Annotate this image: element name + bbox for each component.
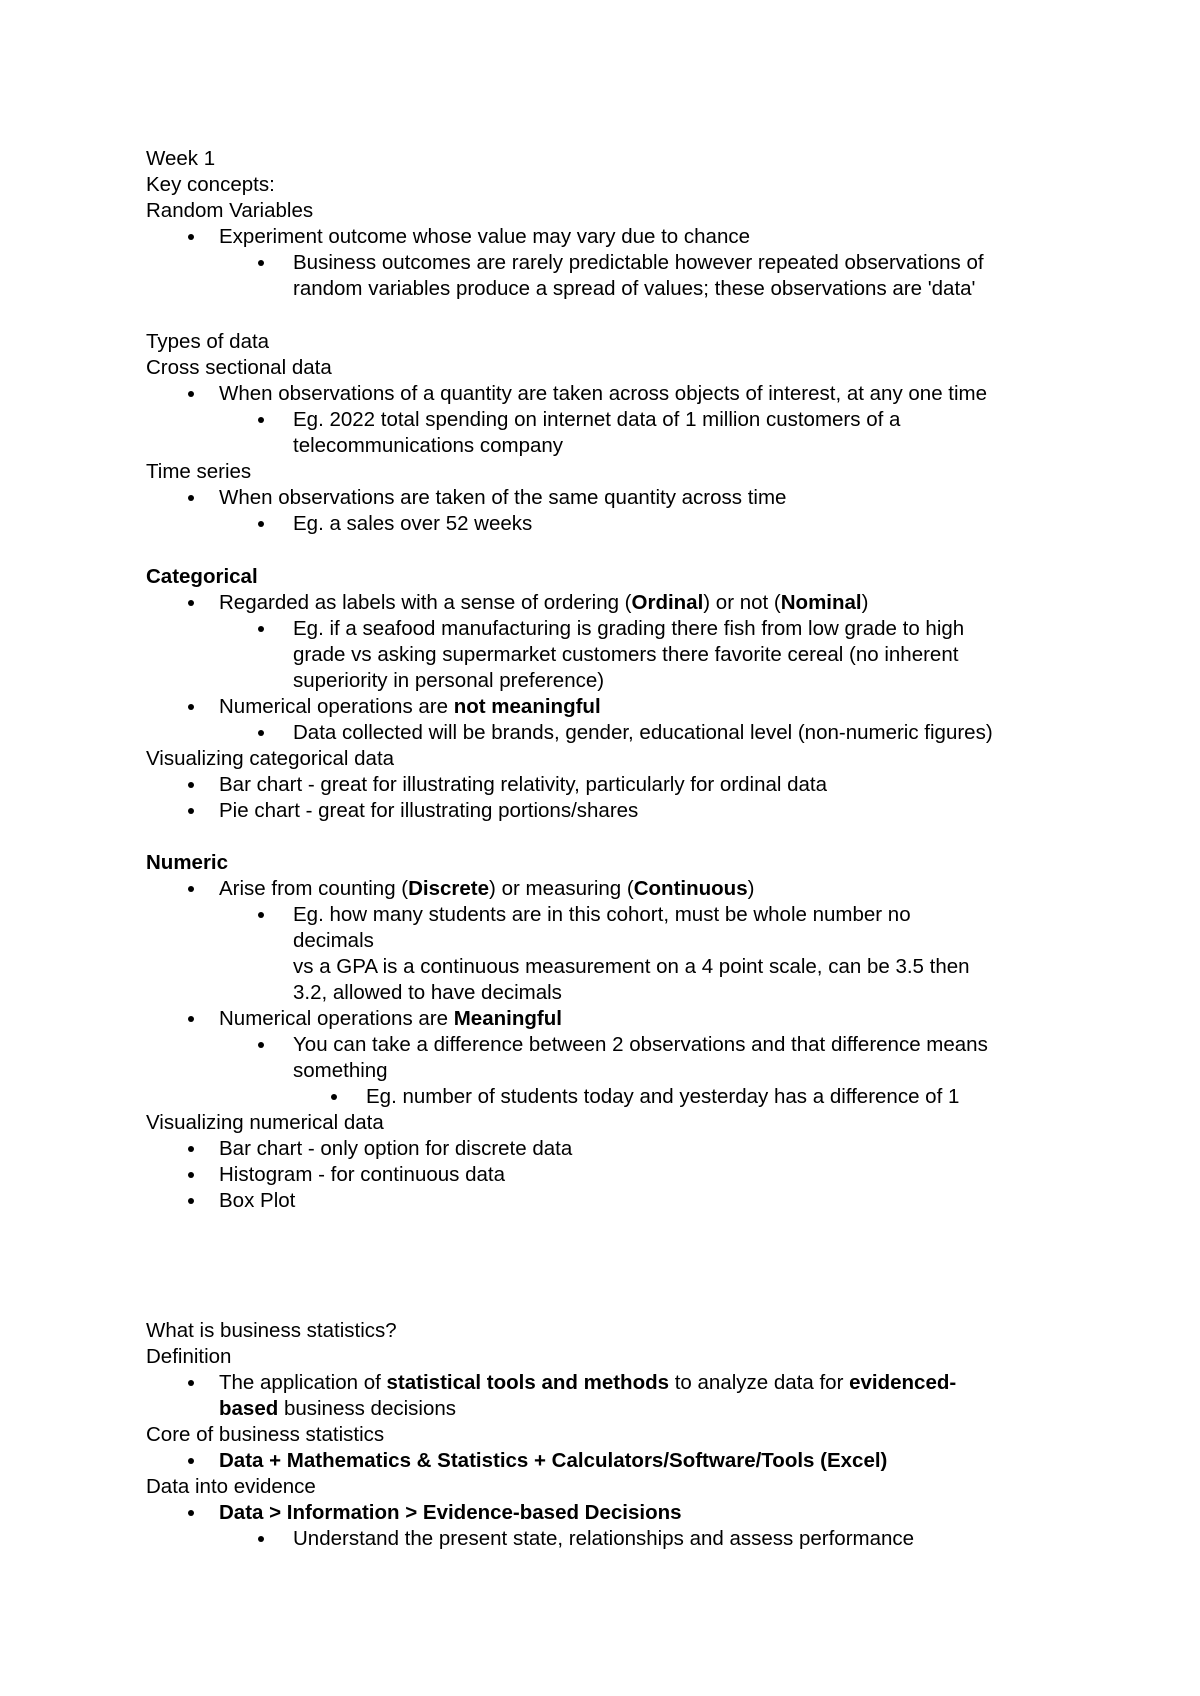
statistical-tools-term: statistical tools and methods [386, 1371, 670, 1394]
document-page: Week 1 Key concepts: Random Variables Experiment outcome whose value may vary due to chance Business outcomes are rarely predictable however repeated observations of random variables produce a spread of values; these observations are 'data' Types of data Cross sectional data When observations of a quantity are taken across objects of interest, at any one time Eg. 2022 total spending on internet data of 1 million customers of a telecommunications company Time series When observations are taken of the same quantity across time Eg. a sales over 52 weeks Categorical Regarded as labels with a sense of ordering (Ordinal) or not (Nominal) Eg. if a seafood manufacturing is grading there fish from low grade to high grade vs asking supermarket customers there favorite cereal (no inherent superiority in personal preference) Numerical operations are not meaningful Data collected will be brands, gender, educational level (non-numeric figures) Visualizing categorical data Bar chart - great for illustrating relativity, particularly for ordinal data Pie chart - great for illustrating portions/shares Numeric Arise from counting (Discrete) or measuring (Continuous) Eg. how many students are in this cohort, must be whole number no decimals vs a GPA is a continuous measurement on a 4 point scale, can be 3.5 then 3.2, allowed to have decimals Numerical operations are Meaningful You can take a difference between 2 observations and that difference means something Eg. number of students today and yesterday has a difference of 1 Visualizing numerical data Bar chart - only option for discrete data Histogram - for continuous data Box Plot What is business statistics? Definition The application of statistical tools and methods to analyze data for evidenced- based business decisions Core of business statistics Data + Mathematics & Statistics + Calculators/Software/Tools (Excel) Data into evidence Data > Information > Evidence-based Decisions Understand the present state, relationships and assess performance [146, 147, 993, 1550]
bullet-icon [188, 495, 194, 501]
list-item-continuation: decimals [293, 929, 374, 952]
based-term: based [219, 1397, 279, 1420]
week-title: Week 1 [146, 147, 216, 170]
time-series-heading: Time series [146, 460, 252, 483]
visualizing-categorical-heading: Visualizing categorical data [146, 747, 395, 770]
list-item-continuation: 3.2, allowed to have decimals [293, 981, 562, 1004]
evidence-heading: Data into evidence [146, 1475, 316, 1498]
nominal-term: Nominal [780, 591, 862, 614]
bullet-icon [258, 730, 264, 736]
list-item-continuation: something [293, 1059, 388, 1082]
list-item-continuation: telecommunications company [293, 434, 564, 457]
bullet-icon [188, 1458, 194, 1464]
list-item-continuation: grade vs asking supermarket customers there favorite cereal (no inherent [293, 643, 959, 666]
cross-sectional-heading: Cross sectional data [146, 356, 332, 379]
definition-heading: Definition [146, 1345, 232, 1368]
bullet-icon [188, 391, 194, 397]
business-statistics-heading: What is business statistics? [146, 1319, 397, 1342]
bullet-icon [331, 1094, 337, 1100]
list-item-continuation: vs a GPA is a continuous measurement on a 4 point scale, can be 3.5 then [293, 955, 970, 978]
bullet-icon [258, 521, 264, 527]
bullet-icon [188, 1380, 194, 1386]
bullet-icon [188, 782, 194, 788]
bullet-icon [188, 886, 194, 892]
bullet-icon [188, 600, 194, 606]
bullet-icon [188, 1198, 194, 1204]
meaningful-term: Meaningful [453, 1007, 562, 1030]
types-of-data-heading: Types of data [146, 330, 270, 353]
continuous-term: Continuous [633, 877, 748, 900]
list-item-continuation: based business decisions [219, 1397, 457, 1420]
ordinal-term: Ordinal [631, 591, 704, 614]
visualizing-numerical-heading: Visualizing numerical data [146, 1111, 384, 1134]
list-item-continuation: random variables produce a spread of values; these observations are 'data' [293, 277, 976, 300]
bullet-icon [258, 912, 264, 918]
bullet-icon [188, 1172, 194, 1178]
bullet-icon [258, 1536, 264, 1542]
bullet-icon [258, 1042, 264, 1048]
core-heading: Core of business statistics [146, 1423, 385, 1446]
random-variables-heading: Random Variables [146, 199, 314, 222]
numeric-heading: Numeric [146, 851, 229, 874]
bullet-icon [258, 417, 264, 423]
bullet-icon [258, 626, 264, 632]
bullet-icon [188, 1016, 194, 1022]
bullet-icon [258, 260, 264, 266]
discrete-term: Discrete [408, 877, 490, 900]
bullet-icon [188, 1510, 194, 1516]
key-concepts-label: Key concepts: [146, 173, 275, 196]
evidenced-term: evidenced- [849, 1371, 957, 1394]
not-meaningful-term: not meaningful [453, 695, 601, 718]
list-item-continuation: superiority in personal preference) [293, 669, 605, 692]
categorical-heading: Categorical [146, 565, 258, 588]
bullet-icon [188, 704, 194, 710]
bullet-icon [188, 808, 194, 814]
bullet-icon [188, 234, 194, 240]
bullet-icon [188, 1146, 194, 1152]
